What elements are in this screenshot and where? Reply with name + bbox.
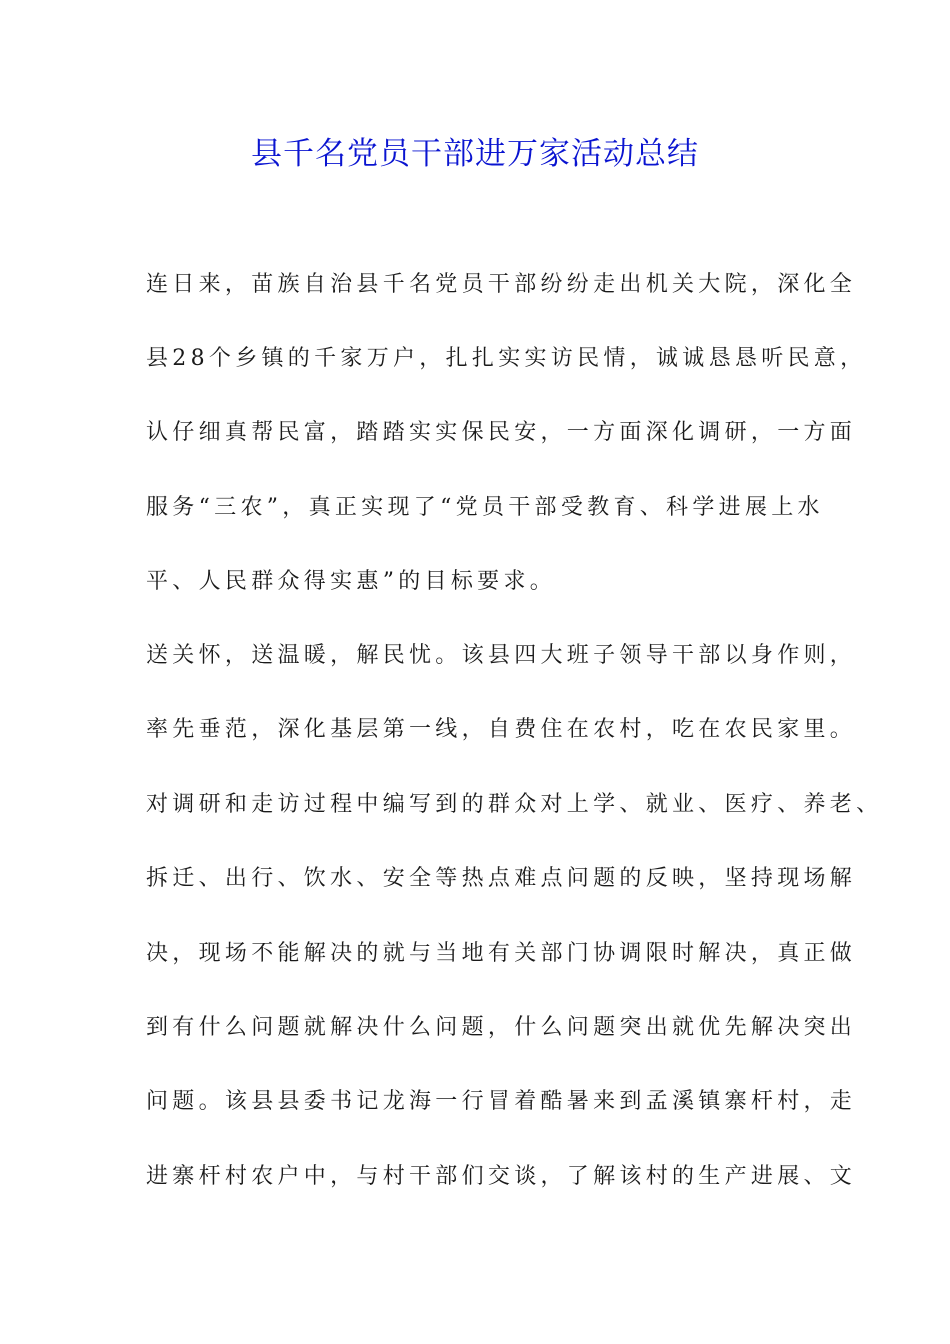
body-line-11: 到有什么问题就解决什么问题，什么问题突出就优先解决突出 xyxy=(146,1015,857,1040)
body-line-6: 送关怀，送温暖，解民忧。该县四大班子领导干部以身作则， xyxy=(146,643,857,668)
body-line-12: 问题。该县县委书记龙海一行冒着酷暑来到孟溪镇寨杆村，走 xyxy=(146,1089,857,1114)
body-line-1: 连日来，苗族自治县千名党员干部纷纷走出机关大院，深化全 xyxy=(146,272,857,297)
document-title: 县千名党员干部进万家活动总结 xyxy=(251,136,699,172)
body-line-3: 认仔细真帮民富，踏踏实实保民安，一方面深化调研，一方面 xyxy=(146,420,857,445)
body-line-13: 进寨杆村农户中，与村干部们交谈，了解该村的生产进展、文 xyxy=(146,1164,857,1189)
body-line-9: 拆迁、出行、饮水、安全等热点难点问题的反映，坚持现场解 xyxy=(146,866,857,891)
body-line-7: 率先垂范，深化基层第一线，自费住在农村，吃在农民家里。 xyxy=(146,717,857,742)
body-line-5: 平、人民群众得实惠”的目标要求。 xyxy=(146,569,557,594)
body-line-2: 县28个乡镇的千家万户，扎扎实实访民情，诚诚恳恳听民意， xyxy=(146,346,867,371)
body-line-4: 服务“三农”，真正实现了“党员干部受教育、科学进展上水 xyxy=(146,495,824,520)
body-line-10: 决，现场不能解决的就与当地有关部门协调限时解决，真正做 xyxy=(146,941,857,966)
body-line-8: 对调研和走访过程中编写到的群众对上学、就业、医疗、养老、 xyxy=(146,792,883,817)
